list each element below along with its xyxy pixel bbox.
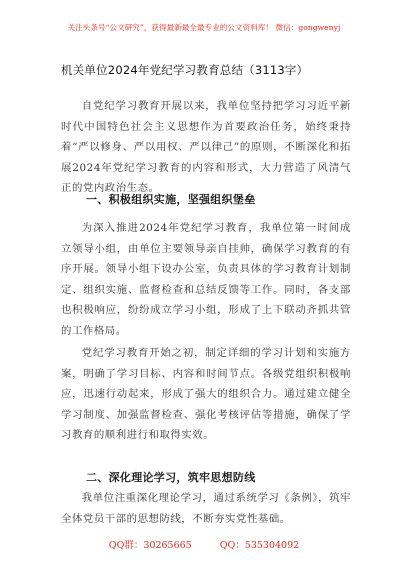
contact-footer — [0, 537, 408, 551]
section-heading-2: 二、深化理论学习，筑牢思想防线 — [86, 471, 256, 484]
qq-group-label: QQ群：30265665 — [108, 540, 192, 551]
section1-paragraph-2: 党纪学习教育开始之初，制定详细的学习计划和实施方案，明确了学习目标、内容和时间节点。各级党组织积极响应，迅速行动起来，形成了强大的组织合力。通过建立健全学习制度、加强监督检查、强化考核评估等措施，确保了学习教育的顺利进行和取得实效。 — [61, 347, 351, 442]
section2-paragraph-1: 我单位注重深化理论学习，通过系统学习《条例》，筑牢全体党员干部的思想防线，不断夯实党性基础。 — [61, 492, 351, 525]
section-heading-1: 一、积极组织实施，坚强组织堡垒 — [86, 193, 256, 206]
intro-paragraph: 自党纪学习教育开展以来，我单位坚持把学习习近平新时代中国特色社会主义思想作为首要政治任务，始终秉持着“严以修身、严以用权、严以律己”的原则，不断深化和拓展2024年党纪学习教育的内容和形式，大力营造了风清气正的党内政治生态。 — [61, 100, 351, 195]
promo-banner: 关注头条号“公文研究”，获得最新最全最专业的公文资料库！ 微信：gongwenyj — [67, 23, 341, 32]
qq-contact-label: QQ：535304092 — [219, 540, 300, 551]
document-title: 机关单位2024年党纪学习教育总结（3113字） — [61, 63, 309, 77]
section1-paragraph-1: 为深入推进2024年党纪学习教育，我单位第一时间成立领导小组，由单位主要领导亲自挂帅，确保学习教育的有序开展。领导小组下设办公室，负责具体的学习教育计划制定、组织实施、监督检查和总结反馈等工作。同时，各支部也积极响应，纷纷成立学习小组，形成了上下联动齐抓共管的工作格局。 — [61, 222, 351, 337]
